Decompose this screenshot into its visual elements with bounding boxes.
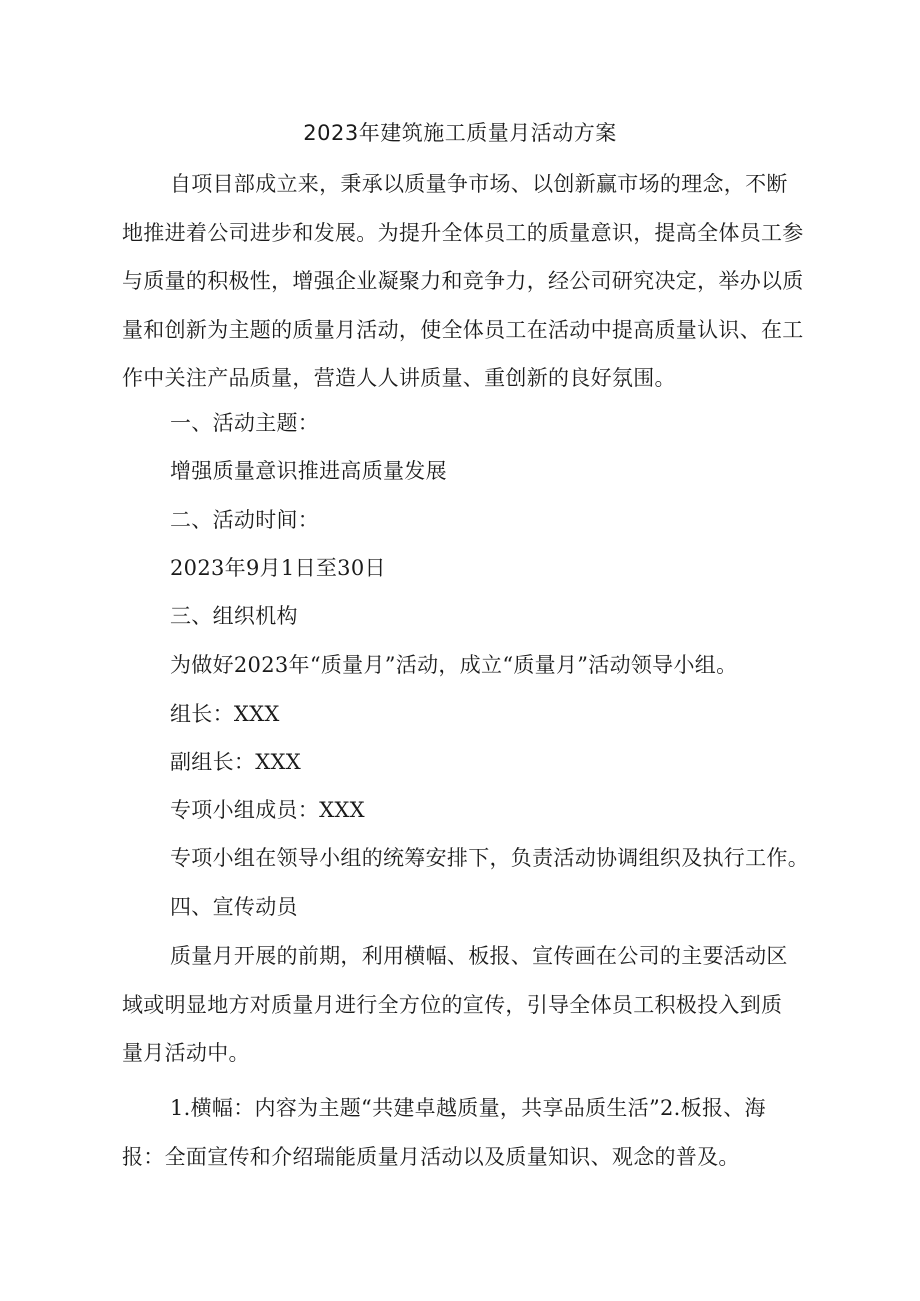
intro-paragraph (122, 160, 812, 403)
document-title: 2023年建筑施工质量月活动方案 (303, 121, 617, 145)
banner-line: 报：全面宣传和介绍瑞能质量月活动以及质量知识、观念的普及。 (122, 1144, 740, 1169)
section1-heading: 一、活动主题： (170, 411, 320, 435)
section2-content: 2023年9月1日至30日 (170, 556, 386, 580)
banner-line: 1.横幅：内容为主题“共建卓越质量，共享品质生活”2.板报、海 (170, 1096, 766, 1120)
section4-heading: 四、宣传动员 (170, 895, 298, 919)
banner-paragraph (122, 1084, 812, 1181)
intro-line: 地推进着公司进步和发展。为提升全体员工的质量意识，提高全体员工参 (122, 220, 804, 245)
section4-line: 域或明显地方对质量月进行全方位的宣传，引导全体员工积极投入到质 (122, 992, 783, 1017)
section1-content: 增强质量意识推进高质量发展 (170, 459, 447, 483)
intro-line: 量和创新为主题的质量月活动，使全体员工在活动中提高质量认识、在工 (122, 317, 804, 342)
members-line: 专项小组成员：XXX (170, 798, 365, 822)
section4-paragraph (122, 932, 812, 1078)
section3-intro: 为做好2023年“质量月”活动，成立“质量月”活动领导小组。 (170, 653, 738, 677)
deputy-leader-line: 副组长：XXX (170, 750, 301, 774)
team-duty-line: 专项小组在领导小组的统筹安排下，负责活动协调组织及执行工作。 (170, 846, 809, 870)
intro-line: 自项目部成立来，秉承以质量争市场、以创新赢市场的理念，不断 (170, 172, 788, 196)
section4-line: 量月活动中。 (122, 1041, 250, 1065)
intro-line: 与质量的积极性，增强企业凝聚力和竞争力，经公司研究决定，举办以质 (122, 269, 804, 293)
leader-line: 组长：XXX (170, 702, 280, 726)
section3-heading: 三、组织机构 (170, 604, 298, 628)
section4-line: 质量月开展的前期，利用横幅、板报、宣传画在公司的主要活动区 (170, 944, 788, 968)
section2-heading: 二、活动时间： (170, 508, 320, 532)
intro-line: 作中关注产品质量，营造人人讲质量、重创新的良好氛围。 (122, 366, 676, 390)
